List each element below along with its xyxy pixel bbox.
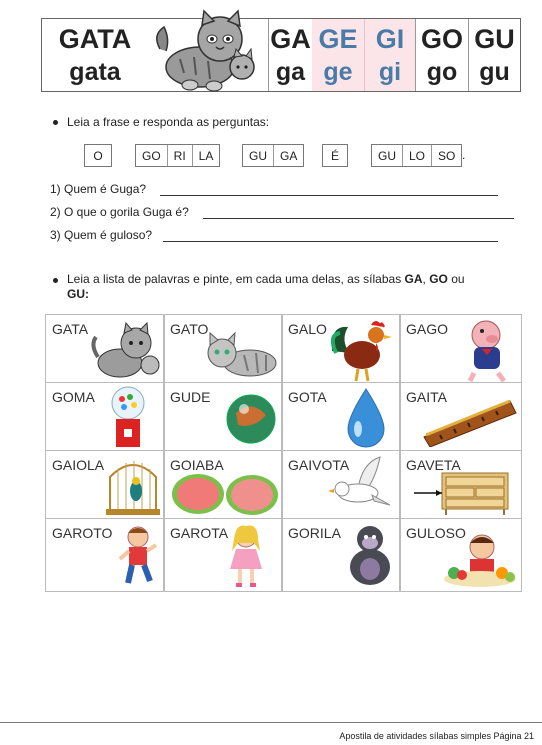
sentence-word-o: O: [84, 144, 112, 167]
seagull-icon: [328, 455, 398, 517]
bullet-2: [53, 278, 58, 283]
answer-line-2[interactable]: [203, 218, 514, 219]
header-cell-ge: [312, 19, 364, 91]
answer-line-3[interactable]: [163, 241, 498, 242]
word-label: GOTA: [288, 389, 327, 405]
header-cell-gu: [469, 19, 520, 91]
word-picture-grid: [45, 314, 522, 592]
grid-cell-gaivota[interactable]: [282, 451, 400, 519]
grid-cell-gata[interactable]: [46, 315, 164, 383]
word-label: GORILA: [288, 525, 341, 541]
word-label: GATA: [52, 321, 89, 337]
grid-cell-gaveta[interactable]: [400, 451, 521, 519]
word-label: GOIABA: [170, 457, 224, 473]
marble-icon: [224, 389, 278, 447]
grid-cell-gaita[interactable]: [400, 383, 521, 451]
word-label: GAROTA: [170, 525, 229, 541]
header-ga-lower: ga: [275, 58, 306, 86]
cat-icon: [90, 321, 162, 381]
grid-cell-goiaba[interactable]: [164, 451, 282, 519]
gumball-machine-icon: [108, 385, 148, 451]
grid-cell-garota[interactable]: [164, 519, 282, 591]
question-1: 1) Quem é Guga?: [50, 182, 147, 196]
water-drop-icon: [344, 387, 388, 449]
pig-icon: [462, 317, 518, 383]
sentence-word-gorila: GO RI LA: [135, 144, 220, 167]
guava-icon: [170, 471, 280, 517]
footer-divider: [0, 722, 542, 723]
harmonica-icon: [418, 391, 518, 447]
header-cell-gi: [365, 19, 415, 91]
girl-icon: [226, 523, 266, 589]
header-go-lower: go: [426, 58, 458, 86]
grid-cell-guloso[interactable]: [400, 519, 521, 591]
gorilla-icon: [344, 523, 396, 589]
grid-cell-gato[interactable]: [164, 315, 282, 383]
header-gi-upper: GI: [375, 24, 405, 54]
header-gu-lower: gu: [479, 58, 510, 86]
grid-cell-gago[interactable]: [400, 315, 521, 383]
drawer-icon: [412, 471, 512, 517]
sentence-word-guga: GU GA: [242, 144, 304, 167]
cat-icon: [150, 9, 266, 93]
grid-cell-gota[interactable]: [282, 383, 400, 451]
instruction-2-line-2: GU:: [67, 287, 89, 301]
rooster-icon: [326, 317, 398, 383]
word-label: GOMA: [52, 389, 95, 405]
glutton-boy-icon: [440, 529, 518, 589]
sentence-word-e: É: [322, 144, 348, 167]
header-ge-upper: GE: [318, 24, 358, 54]
word-label: GATO: [170, 321, 209, 337]
answer-line-1[interactable]: [160, 195, 498, 196]
bullet-1: [53, 120, 58, 125]
header-cell-word: [42, 19, 148, 91]
word-label: GAITA: [406, 389, 447, 405]
footer-text: Apostila de atividades sílabas simples Página 21: [339, 731, 534, 741]
word-label: GAVETA: [406, 457, 461, 473]
header-go-upper: GO: [420, 24, 463, 54]
header-gi-lower: gi: [378, 58, 402, 86]
header-cell-go: [416, 19, 468, 91]
grid-cell-galo[interactable]: [282, 315, 400, 383]
sentence-word-guloso: GU LO SO: [371, 144, 462, 167]
word-label: GULOSO: [406, 525, 466, 541]
header-cell-ga: [269, 19, 312, 91]
word-label: GAGO: [406, 321, 449, 337]
grid-cell-gorila[interactable]: [282, 519, 400, 591]
question-2: 2) O que o gorila Guga é?: [50, 205, 189, 219]
birdcage-icon: [104, 455, 162, 517]
sentence-end-mark: .: [462, 148, 466, 162]
header-word-lower: gata: [69, 58, 121, 86]
word-label: GAROTO: [52, 525, 113, 541]
word-label: GAIVOTA: [288, 457, 350, 473]
grid-cell-gude[interactable]: [164, 383, 282, 451]
word-label: GALO: [288, 321, 327, 337]
question-3: 3) Quem é guloso?: [50, 228, 153, 242]
header-gu-upper: GU: [474, 24, 515, 54]
header-word-upper: GATA: [58, 24, 132, 54]
header-ge-lower: ge: [323, 58, 353, 86]
word-label: GAIOLA: [52, 457, 105, 473]
grid-cell-garoto[interactable]: [46, 519, 164, 591]
word-label: GUDE: [170, 389, 211, 405]
boy-icon: [118, 523, 158, 589]
instruction-2-line-1: Leia a lista de palavras e pinte, em cada uma delas, as sílabas GA, GO ou: [67, 272, 465, 286]
grid-cell-gaiola[interactable]: [46, 451, 164, 519]
instruction-1: Leia a frase e responda as perguntas:: [67, 115, 270, 129]
syllable-header-table: [41, 18, 521, 92]
kitten-icon: [204, 329, 280, 381]
header-ga-upper: GA: [270, 24, 311, 54]
grid-cell-goma[interactable]: [46, 383, 164, 451]
